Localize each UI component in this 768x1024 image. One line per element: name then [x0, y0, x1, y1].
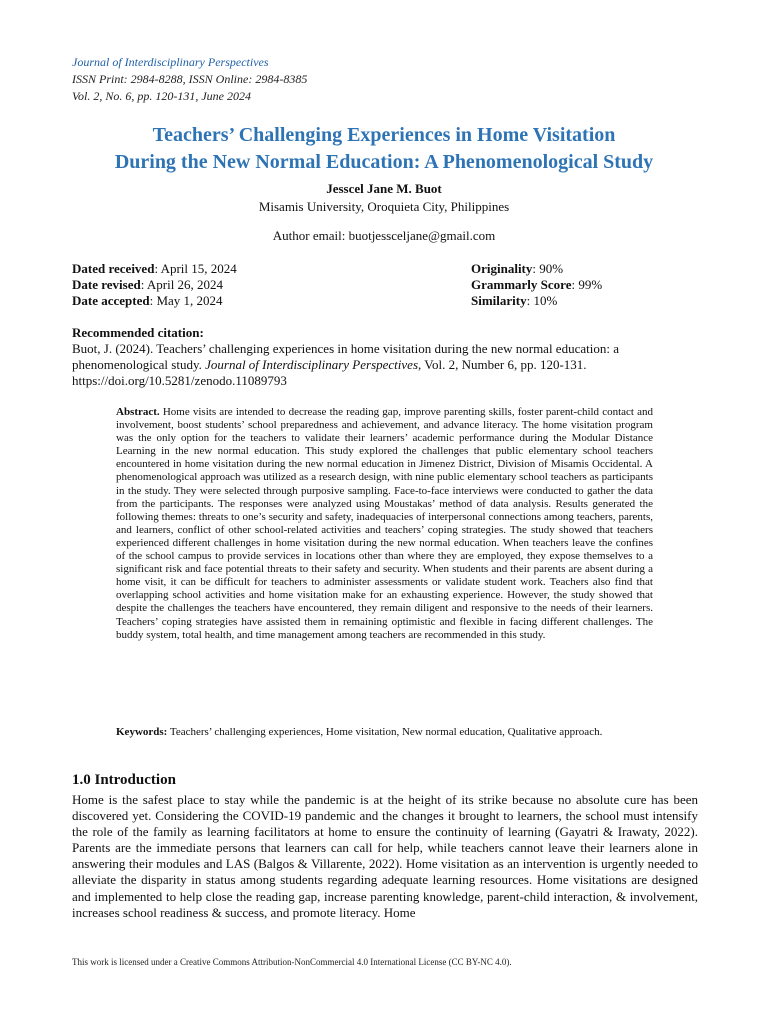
journal-volume: Vol. 2, No. 6, pp. 120-131, June 2024	[72, 89, 251, 103]
journal-header	[72, 54, 307, 105]
citation-doi-link[interactable]: https://doi.org/10.5281/zenodo.11089793	[72, 373, 287, 388]
abstract-label: Abstract.	[116, 406, 160, 418]
date-received: Dated received: April 15, 2024	[72, 261, 237, 276]
abstract-text: Home visits are intended to decrease the reading gap, improve parenting skills, foster parent-child contact and involvement, boost students’ school preparedness and achievement, and advance literacy. The home visitation program was the only option for the teachers to validate their learners’ academic performance during the Modular Distance Learning in the new normal education. This study explored the challenges that public elementary school teachers encountered in home visitation during the new normal education in Jimenez District, Division of Misamis Occidental. A phenomenological approach was utilized as a research design, with nine public elementary school teachers as participants in the study. They were selected through purposive sampling. Face-to-face interviews were conducted to gather the data from the participants. The responses were analyzed using Moustakas’ method of data analysis. Results generated the following themes: threats to one’s security and safety, inadequacies of interpersonal connections among teachers, parents, and learners, conflict of other school-related activities and teachers’ coping strategies. The study showed that teachers experienced different challenges in home visitation during the new normal education. When teachers leave the confines of the school campus to provide services in locations other than where they are employed, they expose themselves to a significant risk and face potential threats to their safety and security. When students and their parents are absent during a home visit, it can be difficult for teachers to administer assessments or validate student work. Teachers also find that overlapping school activities and home visitation make for an exhausting experience. However, the study showed that despite the challenges the teachers have encountered, they remain diligent and responsive to the needs of their learners. Teachers’ coping strategies have assisted them in remaining optimistic and flexible in facing different challenges. The buddy system, total health, and time management among teachers are recommended in this study.	[116, 406, 654, 641]
journal-issn: ISSN Print: 2984-8288, ISSN Online: 2984-8385	[72, 72, 308, 86]
grammarly-score: Grammarly Score: 99%	[471, 277, 603, 292]
keywords-text: Teachers’ challenging experiences, Home visitation, New normal education, Qualitative approach.	[167, 726, 603, 738]
similarity-score: Similarity: 10%	[471, 293, 558, 308]
author-name: Jesscel Jane M. Buot	[326, 181, 442, 196]
paper-title-line-1: Teachers’ Challenging Experiences in Home Visitation	[152, 124, 616, 146]
dates-block	[72, 261, 237, 309]
date-revised: Date revised: April 26, 2024	[72, 277, 224, 292]
scores-block	[471, 261, 602, 309]
keywords-label: Keywords:	[116, 726, 168, 738]
paper-title	[0, 122, 768, 176]
author-block	[0, 180, 768, 216]
introduction-heading: 1.0 Introduction	[72, 772, 176, 788]
abstract	[116, 406, 653, 642]
introduction-text: Home is the safest place to stay while the pandemic is at the height of its strike because no absolute cure has been discovered yet. Considering the COVID-19 pandemic and the changes it brought to learners, the school must intensify the role of the family as learning facilitators at home to ensure the continuity of learning (Gayatri & Irawaty, 2022). Parents are the immediate persons that learners can call for help, while teachers cannot leave their learners alone in answering their modules and LAS (Balgos & Villarente, 2022). Home visitation as an intervention is urgently needed to alleviate the disparity in status among students regarding adequate learning resources. Home visitations are designed and implemented to help close the reading gap, increase parenting knowledge, parent-child interaction, & involvement, increases school readiness & success, and promote literacy. Home	[72, 792, 698, 920]
paper-title-line-2: During the New Normal Education: A Phenomenological Study	[114, 151, 654, 173]
recommended-citation	[72, 325, 697, 389]
citation-text: Buot, J. (2024). Teachers’ challenging experiences in home visitation during the new normal education: a phenomenological study. Journal of Interdisciplinary Perspectives, Vol. 2, Number 6, pp. 120-131.	[72, 341, 619, 372]
journal-name: Journal of Interdisciplinary Perspectives	[72, 55, 269, 69]
originality-score: Originality: 90%	[471, 261, 564, 276]
author-affiliation: Misamis University, Oroquieta City, Philippines	[258, 199, 510, 214]
citation-heading: Recommended citation:	[72, 325, 204, 340]
author-email: Author email: buotjessceljane@gmail.com	[272, 228, 496, 243]
license-footer: This work is licensed under a Creative Commons Attribution-NonCommercial 4.0 International License (CC BY-NC 4.0).	[72, 957, 512, 967]
keywords	[116, 725, 653, 739]
date-accepted: Date accepted: May 1, 2024	[72, 293, 223, 308]
